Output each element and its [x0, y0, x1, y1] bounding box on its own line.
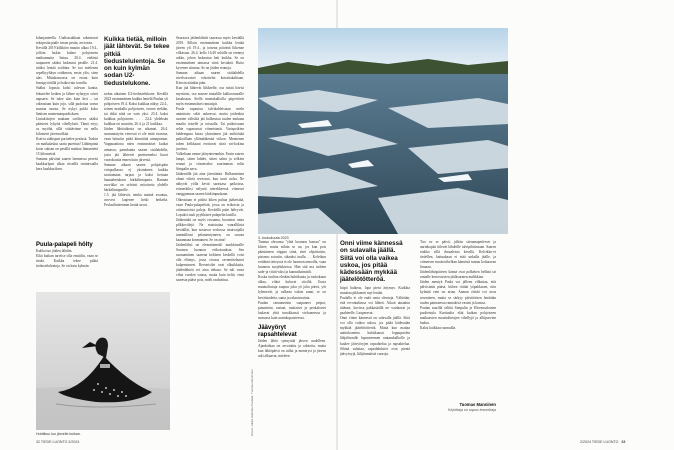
paragraph: Jäidenlähtöpäivien kännä ovat polkeken hellinä tai rantalle kerrostuvien jääläsuraten malikkina. — [420, 270, 496, 280]
loon-photo — [36, 292, 170, 430]
page-number: 33 — [621, 440, 626, 444]
paragraph: Koska tuulion eletään huhtikuuta ja toukokuun alkaa, viikot kuluvat siiviliä. Uusia muuttolintuja saapuu joka yö joka päivä, yöt lyhenevät, ja valkeaa valoin sanat, se on kevättsadetta, santa ja rakastavainta. — [258, 275, 326, 300]
subheading: Puula-palapeli hölty — [36, 242, 93, 248]
left-column-2 — [104, 92, 168, 286]
paragraph: Oikeastaan ei pitäisi kiken puhua jääkeistää, vaan Puula-palapelistä, jossa on erikoisin ja ottimuotoisia paloja. Keväällä palat hälvyvät. Lopuksi tuuli pyyhkäsee palapelin lastilla. — [176, 197, 244, 217]
paragraph: Sääksi lopusta kohti tulevan kantta, lekuttelee hetken ja lähtee nyhnyyn siivet napsaen. Se tulee alas kuin kivi – tai oikeastaan kuin jojo, sillä pudottua savun mustaa suusta. Se nykyi pokki koko läntisen mainemanpuolisksen. — [36, 86, 98, 116]
paragraph: Onni viime kännessä on sulavalla jäällä. Siitä voi olla vaikea uskoa, jos pitää kädessään mykkää jäätelötötteröä. Mutta kun mattaa auttiukoneina huhtikuussi loppupuolen lähjalävaalle loponneemen rantamkalliolle ja kuulee jäävyöryjen rapsahtelua ja rapsahtelua. Sihinä sulattaa, rapsahduksiet ovat pieniä jäävyöryjä, liilijtinmäisiä vuoroja. — [340, 316, 410, 356]
ice-photo-caption: 3. toukokuuta 2023 — [258, 236, 289, 240]
paragraph: Jääkenttää on myös ruvaama, huomion omia pilkkovälejä. Ne muistuttaa vaaralliksia keväälläi, kun nostavat verhossa tasaivaijalla tummilleasi pelamentymeen, on suoraa kaaannaaa kreanamen. Se on aina! — [176, 217, 244, 242]
pull-quote: Kuikka tietää, milloin jäät lähtevät. Se tekee pitkiä tiedustelulentoja. Se on kuin kylmän sodan U2-tiedustelukone. — [104, 36, 170, 87]
paragraph: Puulan rantametsiin saapuneet peipot, punarintat, rastaat, rautiaiset ja peukaloiset laulavat yhtä innokkaasti vielsaanessa ja sumussa kuin aurinkopaisteessa. — [258, 300, 326, 320]
right-column-b — [420, 240, 496, 400]
paragraph: Kotiva sääkspari parittelee pesässä. Tuskin on matkalaskut saatu purettua! Lähimpänä koon suksan on pesällä matkaa linnuntietä 15 kilometriä. — [36, 136, 98, 157]
paragraph: Tunnua olevansa "yhtä luonnon kanssa" on kliseе, mutta siihän se on, jos kun pois päästäneen riippaa siinä, ettei ohjoittaisin, pistamo soturiin, sikaaksi tuulla. . . Koletkun erittäinä tieteyssä ei ole luonnon armoilla, vaan luonnon suojeluksessa. Hän sitä ma tarhien sade-ja viiitti-siksi ja kannathaimisili. — [258, 240, 326, 275]
paragraph: Jäidenlähtö on elematämestli markkinoille Suomen luonnon erikoisuuksia. Sen sauraaminen saarena keltinen keskellä voisi olla elämys, jossa virassa ravemittelaaset kulpensimeet. Revonisilet ovat olkuikkaita, jäidenlähtöä voi aina tiekasa. Se tuli vasta vihta vuoden vaiasa, mutta kuin tieltä, etnsi saaresta pääse pois, mieli rauhoittuu. — [176, 242, 244, 283]
paragraph: Puulan saarillä selittä Simpalin ja Hirvensaloinen puoliestula Karttuulia elää kuikan pohjoiseen matkaavien muuttolintujen vihellyjä ja alltiparvien lauluu. — [420, 305, 496, 325]
paragraph: Kevällä 2019 kilkkiön muutto alkaa 19.4., jolloin laskin kolme pohjoiseen matkannutta lintua. 20.4. etelästä saapuneet sääksi laskeutui pesälle. 21.4. sääksi lentää soidinta. Se tuo mielenen sepelkyyhkyn soidinnon, ensin ylös, siten alas. Mittakaavassa on erona kuin hussipyöräillä ja lisäksi nin tornilla. — [36, 46, 98, 86]
paragraph: hiipii haikeus, lopa pieni ärtymys. Kuikkia muuttaa pikkuneit myt lentää. — [340, 286, 410, 296]
paragraph: Jäiden lähtöaikesta on aikamat. 26.4. sunnuntaiyön vierossä ei ole enää avantoa, vaan lutturiin pitää kiinnittää uimapurtaat. Vappuaattona näen ensimmäiset kuikat uimassa; parmkunta saaren sisälahdella, josta jää lähtevät peräisemeksi kuori vuorokautta ennen kuin järvestä. — [104, 127, 168, 162]
pull-quote: Onni viime kännessä on sulavalla jäällä. Siitä voi olla vaikea uskoa, jos pitää kädessään mykkää jäätelötötteröä. — [340, 240, 403, 284]
paragraph: Eikä kuikan tarvitse olla ensitilin, vaan se tietää. Kuikka tekee pitkiä tiedustelulentoja. Se on kuin kylmän — [36, 254, 98, 269]
paragraph: Kaksi kuikkaa ruonualla. — [420, 325, 457, 330]
left-column-3 — [176, 36, 244, 442]
ice-photo — [258, 28, 508, 234]
paragraph: Kun jää lähtevät liikkeelle, osa niistä hävisi myrsinsti, osa nousee matalille kalliorannoille kasaksaan. Siellä mantakalloilla piipertävät myös ensimmäiset rantasipit. — [176, 86, 244, 106]
subheading: Jäävyöryt rapsahtelevat — [258, 324, 297, 338]
paragraph: Puulalla ei ole enää omia olentoja. Välittään, että revontulimsa voi lähteä. Aikoit ainaakin itäänne, kuvissa pakkasäällä ne voidaavat ja paahteelle. Lauperavat. — [340, 296, 410, 316]
paragraph: Tuo ov se päivä, jolloin sitruunapetfreset ja aurinkopää tiilevät lähdetlle talvipihtiinsaan. Saaren etukko sillä ilmaaleista kesellä. Kelvikko-ei tiedellen, kattuakaan ei etää unkalla jäälle, ja viimeisen moottorikelkan kännistä tuntuu kohtaavan linuaan. — [420, 240, 496, 270]
loon-illustration — [36, 292, 170, 430]
left-page-footer: 32 TIEDE LUONTO 2/2024 — [36, 440, 80, 444]
paragraph: Jääkentillä jää aina järestämiä. Halkeaminen ohunt vihrtä reveonot, kun tuuti nolsa. Ne näkyvät yöllа kevät sarastasa paikoissa, esimerkiksi nelyntä nierekkeessä viimeset vanggumaan saaren kärkiinpuskaan. — [176, 172, 244, 197]
paragraph: Lintukiitojen mukaan sotiliseva sääksi päästetsi lyhyttä vihellyksiä. Tämä ertyy os myöhä, sillä väittäväme on nello kilometri järvenselkää. — [36, 116, 98, 136]
ice-lake-illustration — [258, 28, 508, 234]
paragraph: Samana päivänä saaren lammessa peseisi kaakkurlpari alkaa ritstellä sinitaivaalla kera kaakkuriloen. — [36, 157, 98, 172]
paragraph: Jäiden lähtö synnyttää järven uudelleen. Ajankohtaa on arvotutttu ja odotettu, mutta kun lähtöpäivä on tullut ja menerysi ja järven arki alkaavat, mieleen — [258, 338, 326, 358]
paragraph: Puula vapautuu talvikahleistaan neeln aminttain: selät aukeavat, muita joidenkin saarten välisiltä jää kulkeutuu tuulen mukana maalta toiselle ja toisaalla. Tai paikoissaan seläe vaparaavat viimeisimät. Varispoikien lahdempara kassa yksinämen jää möhöittää paikoillaan yllämääkenää viikon. Mennenen tuhen kelkkaaat erottuvat siinä vai-kokina juovina. — [176, 106, 244, 152]
paragraph: 1.5. jää lähtevät, nenka maänä avautuu, avovesi laajenee hetki hetkeltä. Peslasilinteenmin kesää suvut. — [104, 192, 168, 208]
paragraph: Kuhka tuo jäiden lähdön. — [36, 249, 73, 253]
photo-credit: Kuvat: Jukka Salmela Puulalla, Tuomas Manninen — [250, 369, 254, 436]
author-role: Kirjoittaja on sapuo tesonittaja — [448, 408, 496, 412]
paragraph: kiharjanteella. Uudisasukkaat rakentavat tekopesän pääle toisen pesän, arvioiota. — [36, 36, 98, 46]
left-column-1 — [36, 36, 98, 238]
footer-magazine: 2/2024 TIEDE LUONTO — [580, 440, 619, 444]
paragraph: Valkeltaan nenne jäärynteenmhin. Ensin saaren lampi, sitten lahdet, sitten salmi ja selkien reunat ja viimeiseksi saurimman seläs Simpalin aava. — [176, 152, 244, 172]
left-column-4 — [258, 240, 326, 442]
right-page-footer — [580, 440, 625, 444]
paragraph: Samaan aikaan saaren pohjoispäin viriqaalkassa ej yksinämen kuikka souttamaan tarjaat ja kaksi kertaan lanaaahetuksen härkälintupariа. Rannan ruovikko on selvästi mitoitettu yhdelle härkälintuparille. — [104, 162, 168, 192]
right-column-a — [340, 286, 410, 442]
paragraph: Samaan aikaan saaren sisälahdella nivelsorsaiset vokottelut koiraitakaltiaan. Kiersin näinkin päin. — [176, 71, 244, 86]
paragraph: sodan aikainen U2-tiedustelukone. Kevällä 2023 ensimmäinen kuikka lentelä Puulan yli pohjoiseen 19.4. Kaksi kuikkaa näkyy 22.4., toinen matkalla pohjoiseen, toinen etelään, tai ehkä niitä on vain yksi. 23.4. kaksi kuikkaa pohjoiseen. . . . 24.4. yhdeksän kuikkaa eri suuntiin. 26.4. ja 21 kuikkaa. — [104, 92, 168, 127]
loon-caption: Huhtikuu luo järvelle kuikan. — [36, 432, 81, 436]
left-column-1-bottom — [36, 238, 98, 288]
paragraph: Seuraava jäidenlähtöä saavassa myös keväällä 2019. Silloin ensimmäinen kuikka lentää järven yli 19.4., ja toisena päivänä liikenne vilkastuu. 26.4. kello 16.40 seläille on erennyt rakko, johon laskeutuu heti kuikka. Se on ensimmäinen uimassa siinä keväänä. Rutto kyvenee siinnuu. Se on jäiden reunoja. — [176, 36, 244, 71]
author-name: Tuomas Manninen — [459, 402, 496, 407]
paragraph: Jäiden mentyä Puula voi jälleen vilkuttaa, että pälvisimät pääsä, hiihen riittää yöpakkasen, niin kylmää veni on aisan. Aamun riittää voi avoa sesentteen, mutta se särkyy päivittäisen herätään tuulen paimatessa ramtakivä vasten ja kanssa. — [420, 280, 496, 305]
